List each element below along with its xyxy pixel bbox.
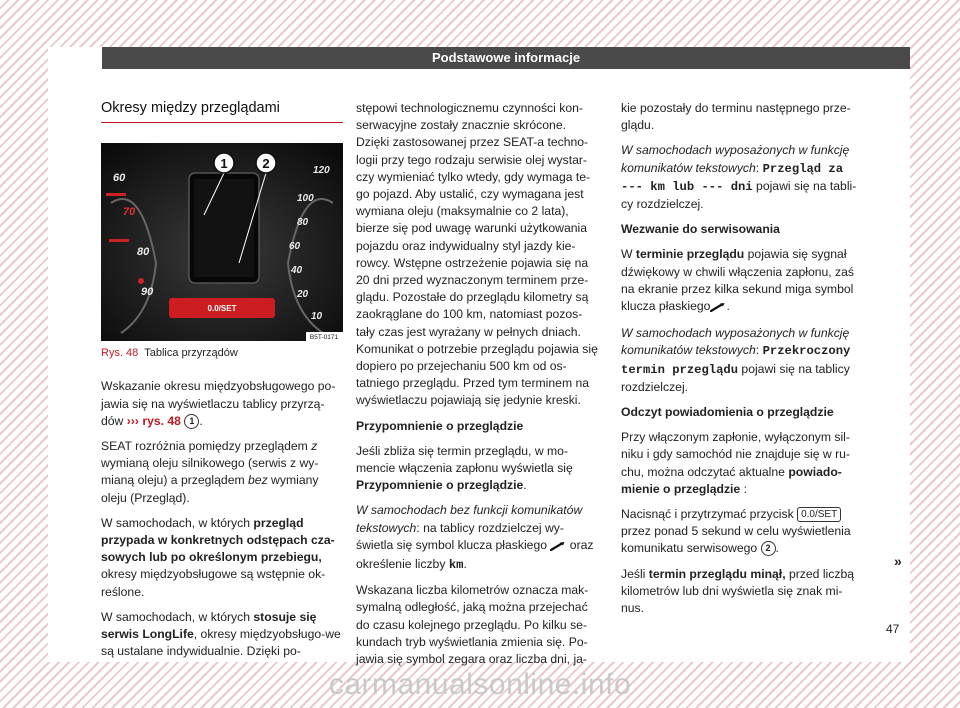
paragraph: SEAT rozróżnia pomiędzy przeglądem z wymianą oleju silnikowego (serwis z wy-mianą oleju) a przeglądem bez wymiany oleju (Przegląd). — [101, 439, 319, 505]
set-button-key: 0.0/SET — [797, 507, 841, 522]
page-number: 47 — [886, 622, 900, 636]
continue-marker: » — [894, 553, 902, 569]
paragraph: Przy włączonym zapłonie, wyłączonym sil-niku i gdy samochód nie znajduje się w ru-chu, można odczytać aktualne powiado-mienie o przeglądzie : — [621, 430, 850, 496]
display-set-button-label: 0.0/SET — [207, 304, 237, 314]
paragraph: kie pozostały do terminu następnego prze-glądu. — [621, 101, 851, 133]
left-dial-tick: 60 — [113, 172, 126, 185]
paragraph: stępowi technologicznemu czynności kon-serwacyjne zostały znacznie skrócone. Dzięki zastosowanej przez SEAT-a techno-logii przy tego rodzaju serwisie olej wystar-czy wymieniać tylko wtedy, gdy wymaga te-go pojazd. Aby ustalić, czy wymagana jest wymiana oleju (maksymalnie co 2 lata), bierze się pod uwagę warunki użytkowania pojazdu oraz indywidualny styl jazdy kie-rowcy. Wstępne ostrzeżenie pojawia się na 20 dni przed wyznaczonym terminem prze-glądu. Pozostałe do przeglądu kilometry są zaokrąglane do 100 km, natomiast pozos-tały czas jest wyrażany w pełnych dniach. Komunikat o potrzebie przeglądu pojawia się dopiero po przejechaniu 500 km od os-tatniego przeglądu. Przed tym terminem na wyświetlaczu pojawiają się jedynie kreski. — [356, 101, 598, 408]
subheading: Odczyt powiadomienia o przeglądzie — [621, 405, 834, 420]
figure-code: B5T-0171 — [309, 334, 339, 342]
figure-caption — [101, 345, 343, 362]
section-title: Okresy między przeglądami — [101, 100, 280, 116]
column-1 — [101, 100, 343, 668]
paragraph: Jeśli termin przeglądu minął, przed liczbą kilometrów lub dni wyświetla się znak mi-nus. — [621, 566, 854, 616]
figure-caption-text: Tablica przyrządów — [144, 347, 238, 360]
right-dial-tick: 120 — [313, 165, 330, 177]
column-2 — [356, 100, 600, 676]
paragraph: W samochodach wyposażonych w funkcję komunikatów tekstowych: Przegląd za --- km lub --- dni pojawi się na tabli-cy rozdzielczej. — [621, 143, 857, 212]
right-dial-tick: 80 — [297, 217, 309, 229]
right-dial-tick: 100 — [297, 193, 314, 205]
paragraph: Wskazanie okresu międzyobsługowego po-jawia się na wyświetlaczu tablicy przyrzą-dów ››› rys. 48 1 . — [101, 379, 336, 428]
figure-ref-link[interactable]: rys. 48 — [142, 413, 181, 428]
callout-1-label: 1 — [220, 156, 228, 172]
paragraph: Jeśli zbliża się termin przeglądu, w mo-mencie włączenia zapłonu wyświetla się Przypomnienie o przeglądzie. — [356, 443, 573, 493]
right-dial-tick: 10 — [311, 311, 323, 323]
page-header: Podstawowe informacje — [102, 47, 910, 69]
paragraph: W terminie przeglądu pojawia się sygnał dźwiękowy w chwili włączenia zapłonu, zaś na ekranie przez kilka sekund miga symbol klucza płaskiego . — [621, 246, 857, 317]
paragraph: W samochodach wyposażonych w funkcję komunikatów tekstowych: Przekroczony termin przeglądu pojawi się na tablicy rozdzielczej. — [621, 326, 851, 394]
left-dial-tick: 70 — [123, 206, 136, 219]
column-3 — [621, 100, 857, 625]
instrument-cluster-figure — [101, 143, 343, 341]
subheading: Przypomnienie o przeglądzie — [356, 418, 524, 433]
instrument-cluster-illustration — [101, 143, 343, 341]
paragraph: Nacisnąć i przytrzymać przycisk 0.0/SET przez ponad 5 sekund w celu wyświetlenia komunikatu serwisowego 2 . — [621, 507, 851, 556]
cross-ref-arrows[interactable]: ››› — [126, 413, 139, 428]
wrench-icon — [710, 300, 726, 317]
manual-page — [48, 47, 910, 667]
paragraph: W samochodach bez funkcji komunikatów tekstowych: na tablicy rozdzielczej wy-świetla się symbol klucza płaskiego oraz określenie liczby km. — [356, 503, 594, 573]
watermark: carmanualsonline.info — [328, 668, 632, 701]
wrench-icon — [550, 539, 566, 556]
callout-2-label: 2 — [262, 156, 270, 172]
callout-ref: 1 — [184, 414, 199, 429]
subheading: Wezwanie do serwisowania — [621, 222, 780, 237]
figure-label: Rys. 48 — [101, 347, 139, 360]
right-dial-tick: 20 — [297, 289, 309, 301]
paragraph: W samochodach, w których stosuje się serwis LongLife, okresy międzyobsługo-we są ustalane indywidualnie. Dzięki po- — [101, 609, 341, 659]
paragraph: Wskazana liczba kilometrów oznacza mak-symalną odległość, jaką można przejechać do czasu kolejnego przeglądu. Po kilku se-kundach tryb wyświetlania zmienia się. Po-jawia się symbol zegara oraz liczba dni, ja- — [356, 583, 589, 667]
section-rule — [101, 122, 343, 123]
right-dial-tick: 40 — [291, 265, 303, 277]
right-dial-tick: 60 — [289, 241, 301, 253]
left-dial-tick: 80 — [137, 246, 150, 259]
paragraph: W samochodach, w których przegląd przypada w konkretnych odstępach cza-sowych lub po określonym przebiegu, okresy międzyobsługowe są wstępnie ok-reślone. — [101, 515, 335, 599]
callout-ref: 2 — [761, 541, 776, 556]
left-dial-tick: 90 — [141, 286, 154, 299]
